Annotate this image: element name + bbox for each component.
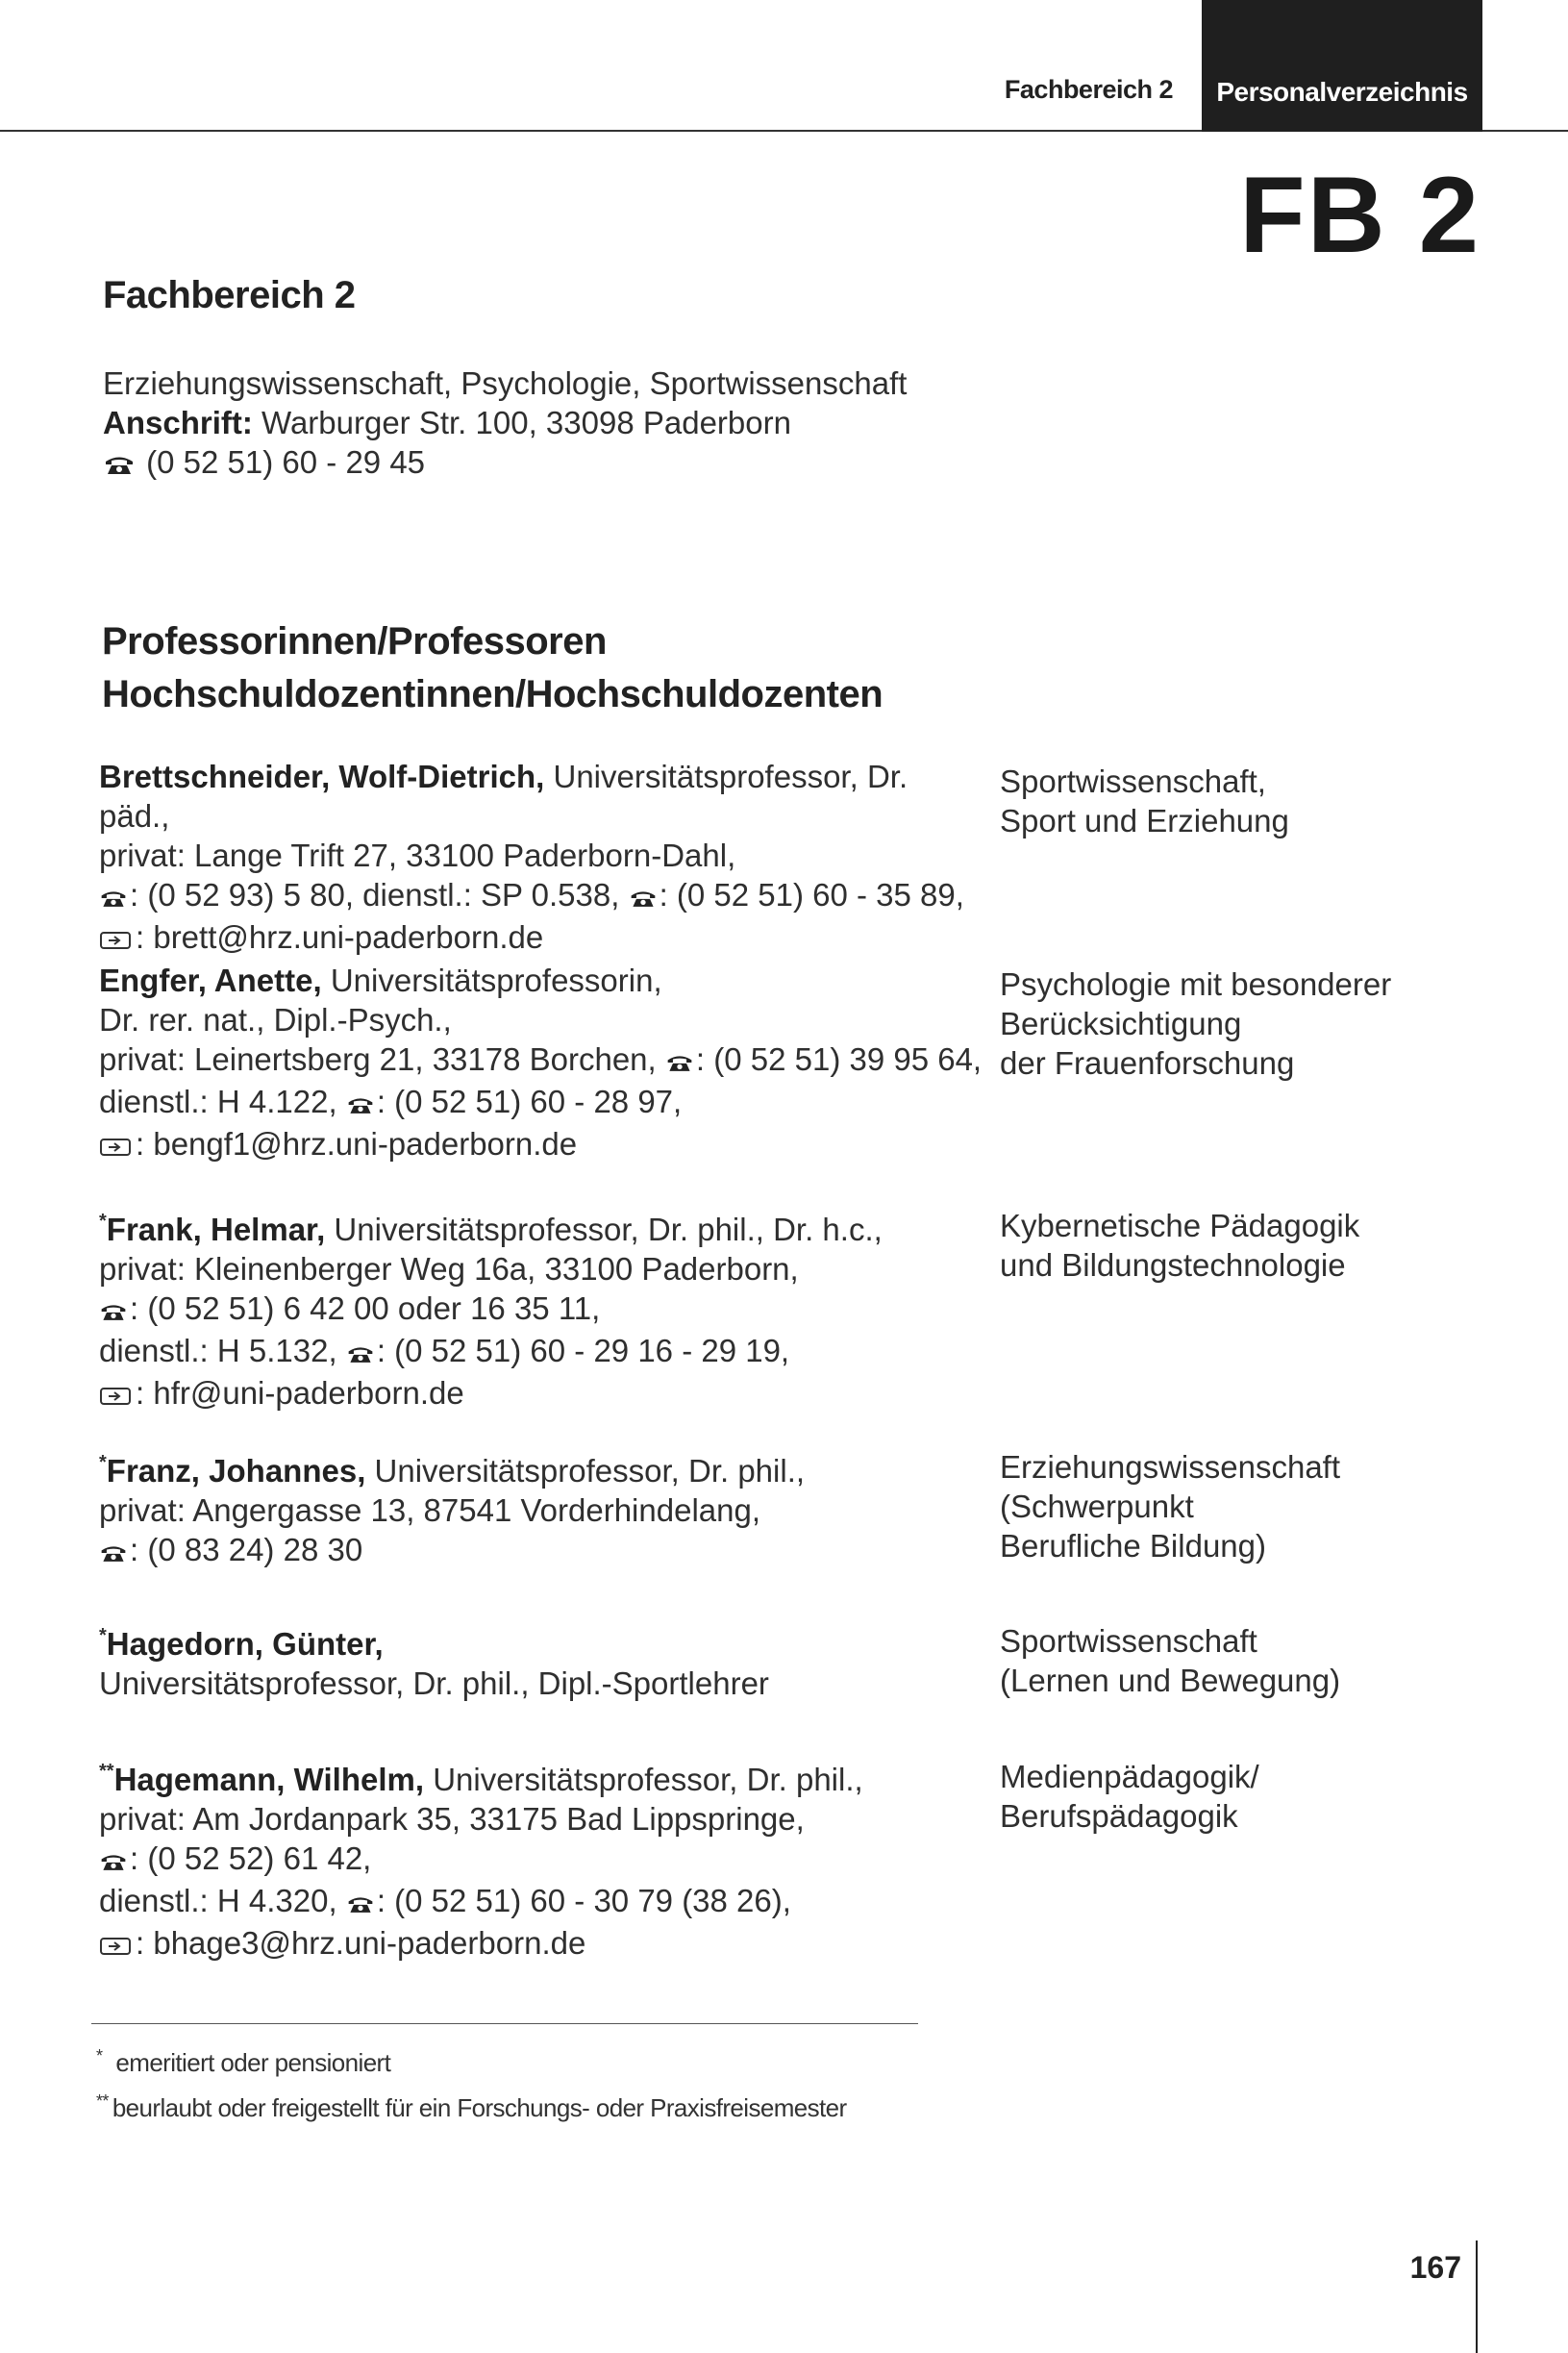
person-name: Franz, Johannes, [106, 1453, 366, 1489]
person-office: dienstl.: H 5.132, [99, 1333, 337, 1368]
footnote-text: emeritiert oder pensioniert [115, 2048, 391, 2077]
field-line: Berufspädagogik [1000, 1798, 1238, 1834]
field-line: und Bildungstechnologie [1000, 1247, 1346, 1283]
person-phone-office: : (0 52 51) 60 - 30 79 (38 26), [376, 1883, 791, 1918]
field-line: Sportwissenschaft [1000, 1623, 1257, 1659]
person-phone-private: : (0 52 51) 6 42 00 oder 16 35 11, [130, 1290, 601, 1326]
person-phone-private: : (0 52 93) 5 80, dienstl.: SP 0.538, [130, 877, 620, 913]
footnote-text: beurlaubt oder freigestellt für ein Forschungs- oder Praxisfreisemester [112, 2093, 847, 2122]
person-entry [99, 1616, 983, 1703]
phone-icon [346, 1334, 375, 1373]
person-private-address: privat: Am Jordanpark 35, 33175 Bad Lippspringe, [99, 1801, 805, 1837]
person-name: Hagedorn, Günter, [106, 1626, 384, 1662]
field-line: der Frauenforschung [1000, 1045, 1295, 1081]
department-address [103, 403, 907, 442]
phone-icon [99, 1533, 128, 1572]
person-name: Brettschneider, Wolf-Dietrich, [99, 759, 545, 794]
person-title: Universitätsprofessor, Dr. phil., Dipl.-Sportlehrer [99, 1665, 769, 1701]
footnote-divider [91, 2023, 918, 2024]
address-value: Warburger Str. 100, 33098 Paderborn [261, 405, 791, 440]
phone-icon [665, 1042, 694, 1082]
field-line: Kybernetische Pädagogik [1000, 1208, 1360, 1243]
person-degree: Dr. rer. nat., Dipl.-Psych., [99, 1002, 452, 1038]
phone-icon [99, 878, 128, 917]
footnote-marker: * [99, 1211, 107, 1232]
section-badge: FB 2 [1239, 155, 1481, 275]
phone-icon [99, 1291, 128, 1331]
footnote-marker: * [99, 1452, 107, 1473]
person-email[interactable]: : brett@hrz.uni-paderborn.de [136, 919, 544, 955]
person-name: Frank, Helmar, [106, 1212, 326, 1247]
page-number: 167 [1409, 2250, 1461, 2285]
footnote-marker: ** [96, 2091, 109, 2111]
email-icon [99, 1926, 134, 1965]
person-field [1000, 1206, 1538, 1285]
person-phone-office: : (0 52 51) 60 - 35 89, [659, 877, 964, 913]
department-subjects: Erziehungswissenschaft, Psychologie, Sportwissenschaft [103, 365, 908, 401]
email-icon [99, 1127, 134, 1166]
field-line: Erziehungswissenschaft [1000, 1449, 1341, 1485]
person-private-address: privat: Angergasse 13, 87541 Vorderhindelang, [99, 1492, 761, 1528]
phone-icon [629, 878, 658, 917]
person-office: dienstl.: H 4.122, [99, 1084, 337, 1119]
phone-icon [99, 1841, 128, 1881]
department-info [103, 363, 907, 485]
page-number-rule [1476, 2240, 1478, 2353]
field-line: (Lernen und Bewegung) [1000, 1663, 1341, 1698]
person-phone-office: : (0 52 51) 60 - 29 16 - 29 19, [376, 1333, 790, 1368]
person-private-address: privat: Lange Trift 27, 33100 Paderborn-Dahl, [99, 838, 736, 873]
field-line: Berufliche Bildung) [1000, 1528, 1266, 1564]
person-name: Hagemann, Wilhelm, [113, 1762, 425, 1797]
section-title [102, 615, 883, 721]
person-field [1000, 964, 1538, 1083]
person-phone-private: : (0 52 52) 61 42, [130, 1840, 372, 1876]
field-line: Psychologie mit besonderer [1000, 966, 1392, 1002]
person-phone-office: : (0 52 51) 60 - 28 97, [376, 1084, 683, 1119]
person-office: dienstl.: H 4.320, [99, 1883, 337, 1918]
phone-icon [346, 1884, 375, 1923]
person-email[interactable]: : bengf1@hrz.uni-paderborn.de [136, 1126, 578, 1162]
field-line: (Schwerpunkt [1000, 1489, 1194, 1524]
person-field [1000, 1447, 1538, 1565]
person-title: Universitätsprofessor, Dr. phil., [374, 1453, 806, 1489]
phone-value: (0 52 51) 60 - 29 45 [146, 444, 426, 480]
person-entry [99, 961, 983, 1166]
person-entry [99, 757, 983, 960]
person-entry [99, 1202, 983, 1415]
footnotes [96, 2037, 847, 2127]
section-title-line2: Hochschuldozentinnen/Hochschuldozenten [102, 673, 884, 715]
footnote-marker: ** [99, 1761, 114, 1782]
person-email[interactable]: : bhage3@hrz.uni-paderborn.de [136, 1925, 586, 1961]
person-phone-private: : (0 52 51) 39 95 64, [695, 1041, 983, 1077]
address-label: Anschrift: [103, 405, 253, 440]
footnote [96, 2037, 847, 2082]
phone-icon [346, 1085, 375, 1124]
person-title: Universitätsprofessor, Dr. phil., [433, 1762, 863, 1797]
person-private-address: privat: Leinertsberg 21, 33178 Borchen, [99, 1041, 657, 1077]
person-title: Universitätsprofessorin, [330, 963, 662, 998]
person-field [1000, 1757, 1538, 1836]
field-line: Sportwissenschaft, [1000, 763, 1266, 799]
person-entry [99, 1443, 983, 1572]
breadcrumb-active-tab: Personalverzeichnis [1202, 0, 1482, 132]
breadcrumb-section: Fachbereich 2 [1004, 75, 1173, 104]
footnote [96, 2082, 847, 2127]
person-name: Engfer, Anette, [99, 963, 322, 998]
person-email[interactable]: : hfr@uni-paderborn.de [136, 1375, 464, 1411]
person-field [1000, 1621, 1538, 1700]
department-phone [103, 442, 907, 485]
person-phone-private: : (0 83 24) 28 30 [130, 1532, 363, 1567]
person-title: Universitätsprofessor, Dr. phil., Dr. h.c., [334, 1212, 883, 1247]
footnote-marker: * [96, 2046, 103, 2065]
field-line: Berücksichtigung [1000, 1006, 1242, 1041]
person-entry [99, 1752, 983, 1965]
person-title: Universitätsprofessor, Dr. päd., [99, 759, 908, 834]
field-line: Medienpädagogik/ [1000, 1759, 1259, 1794]
phone-icon [103, 445, 136, 485]
section-title-line1: Professorinnen/Professoren [102, 620, 607, 663]
person-field [1000, 762, 1538, 840]
email-icon [99, 920, 134, 960]
footnote-marker: * [99, 1625, 107, 1646]
field-line: Sport und Erziehung [1000, 803, 1289, 839]
email-icon [99, 1376, 134, 1415]
department-title: Fachbereich 2 [103, 274, 356, 316]
person-private-address: privat: Kleinenberger Weg 16a, 33100 Paderborn, [99, 1251, 799, 1287]
